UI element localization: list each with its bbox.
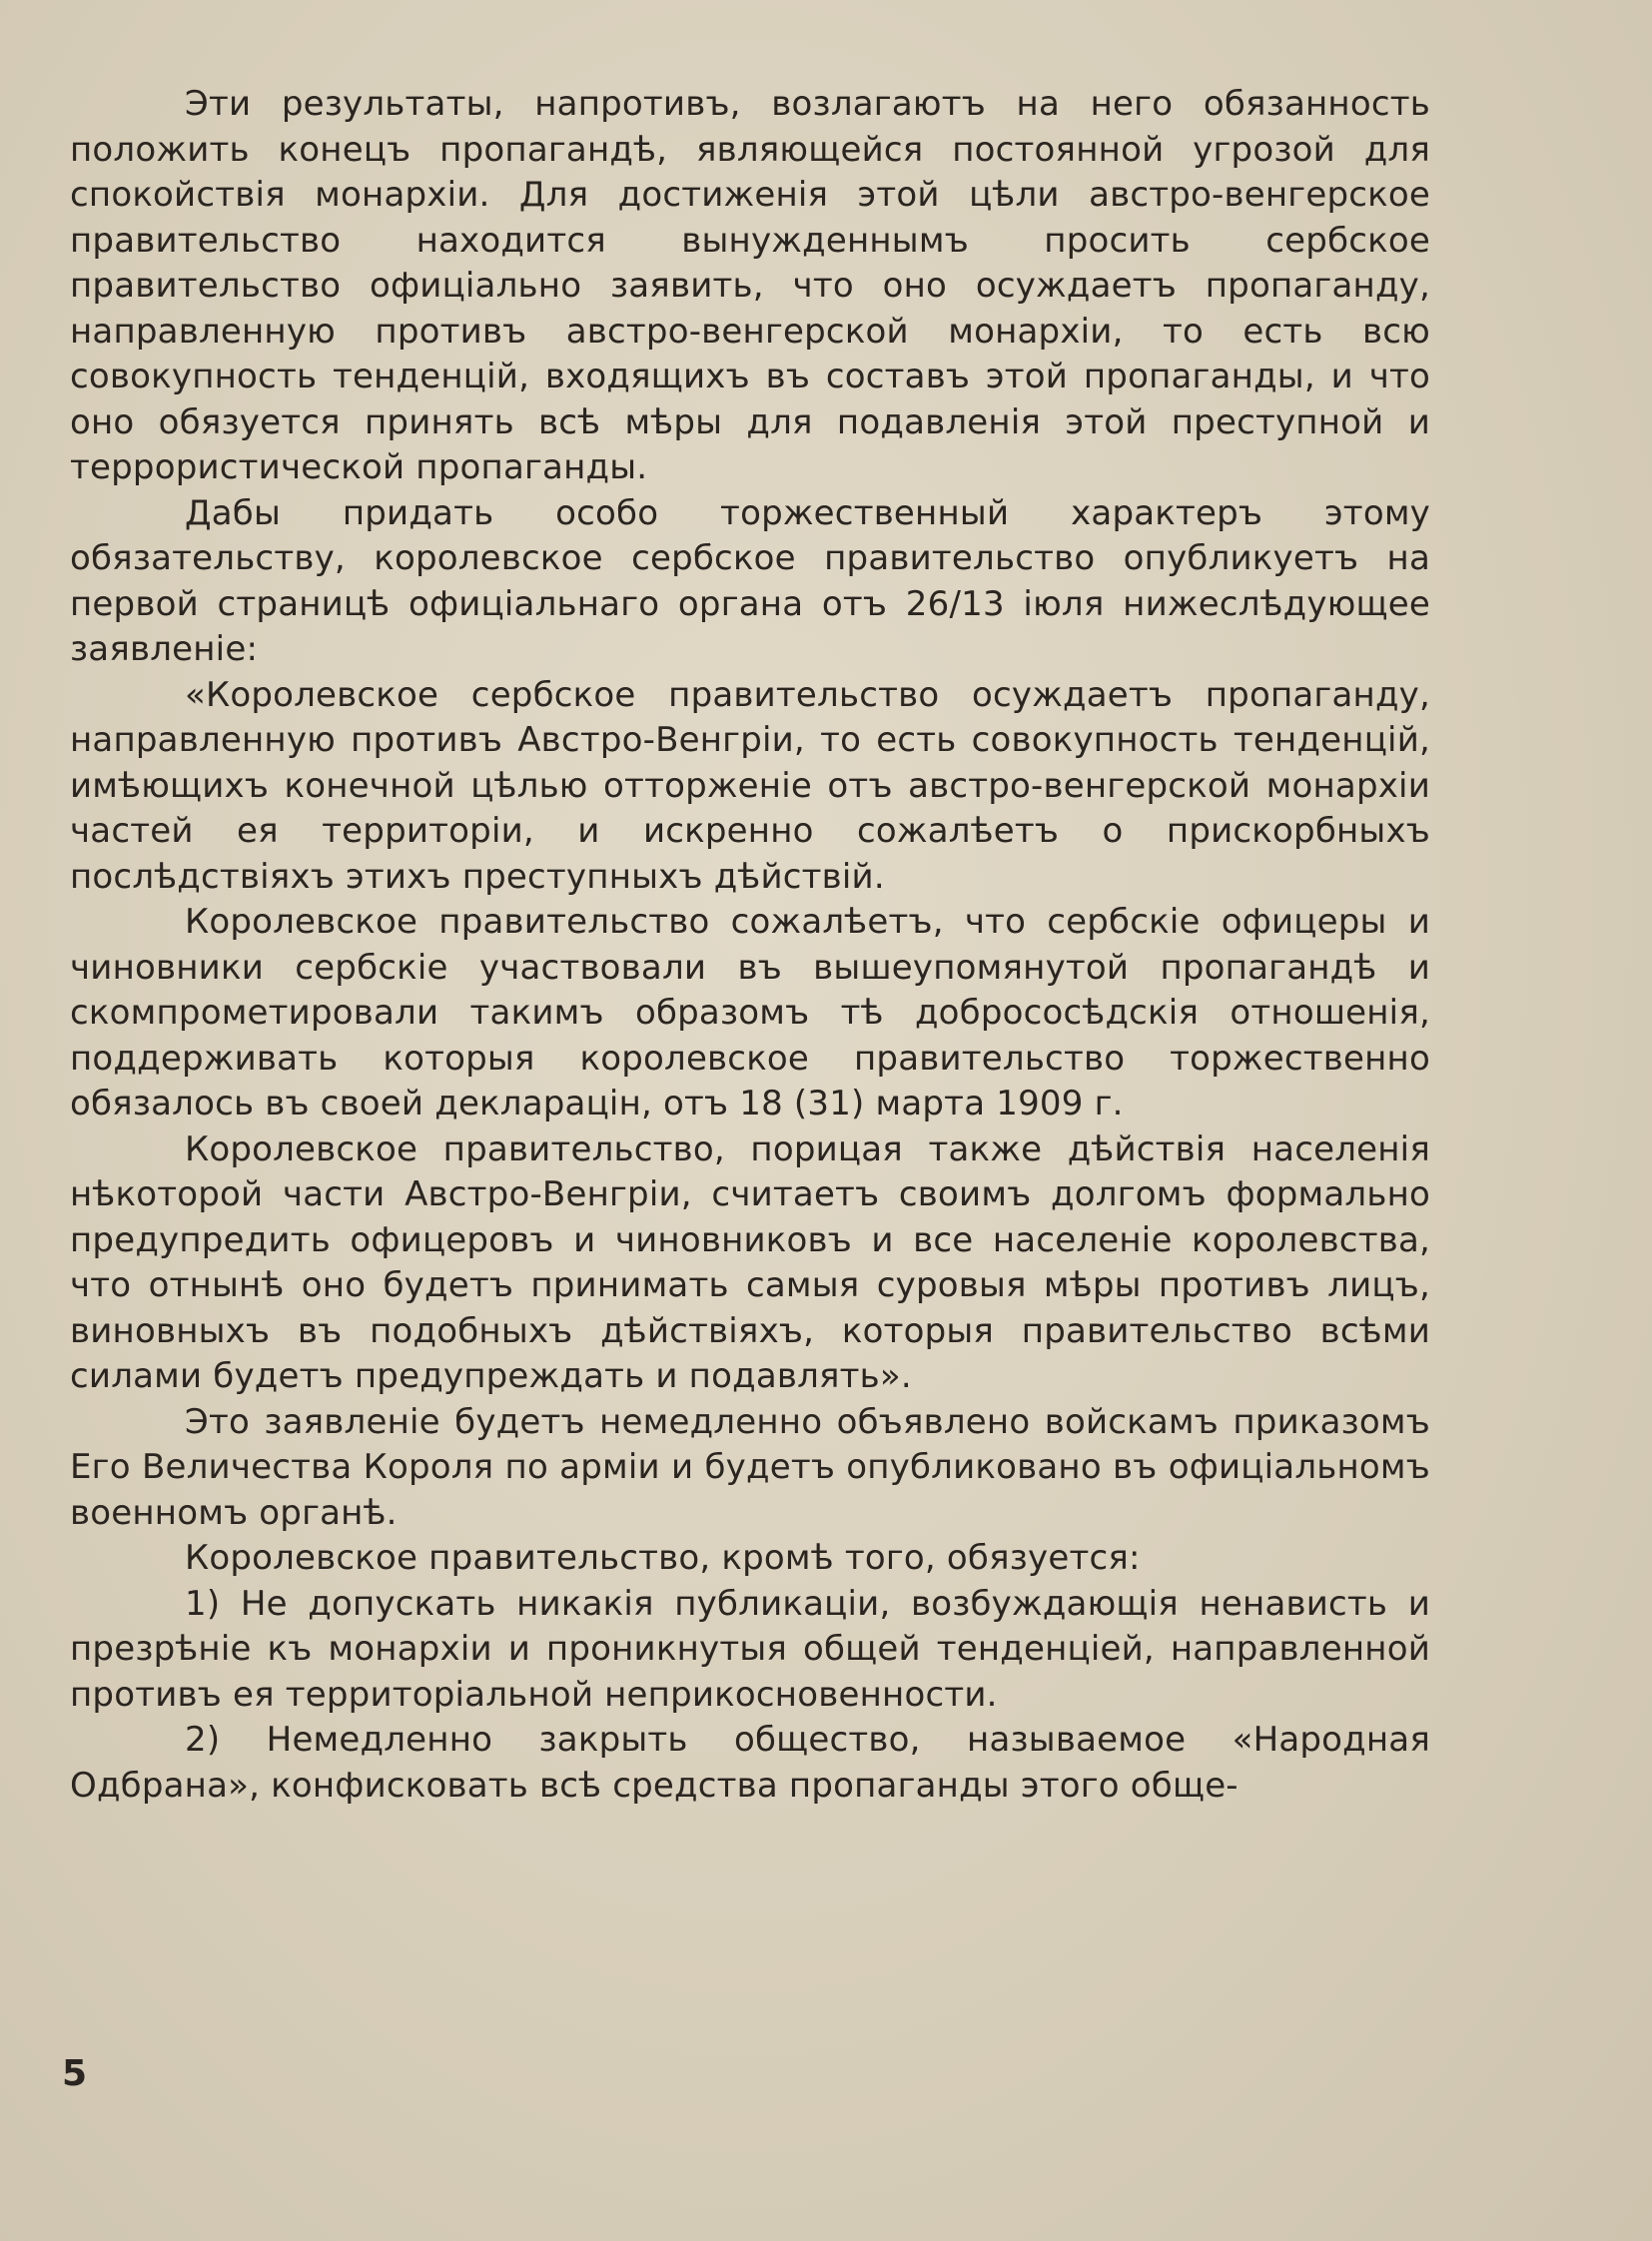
paragraph-5: Королевское правительство, порицая также дѣйствія населенія нѣкоторой части Австро-Венгріи, считаетъ своимъ долгомъ формально предупредить офицеровъ и чиновниковъ и все населеніе королевства, что отнынѣ оно будетъ принимать самыя суровыя мѣры противъ лицъ, виновныхъ въ подобныхъ дѣйствіяхъ, которыя правительство всѣми силами будетъ предупреждать и подавлять». [70, 1128, 1430, 1396]
body-text [70, 82, 1430, 1809]
paragraph-2: Дабы придать особо торжественный характеръ этому обязательству, королевское сербское правительство опубликуетъ на первой страницѣ офиціальнаго органа отъ 26/13 іюля нижеслѣдующее заявленіе: [70, 492, 1430, 669]
paragraph-7: Королевское правительство, кромѣ того, обязуется: [185, 1538, 1141, 1578]
paragraph-4: Королевское правительство сожалѣетъ, что сербскіе офицеры и чиновники сербскіе участвовали въ вышеупомянутой пропагандѣ и скомпрометировали такимъ образомъ тѣ добрососѣдскія отношенія, поддерживать которыя королевское правительство торжественно обязалось въ своей декларацін, отъ 18 (31) марта 1909 г. [70, 902, 1430, 1123]
paragraph-3-quote: «Королевское сербское правительство осуждаетъ пропаганду, направленную противъ Австро-Венгріи, то есть совокупность тенденцій, имѣющихъ конечной цѣлью отторженіе отъ австро-венгерской монархіи частей ея территоріи, и искренно сожалѣетъ о прискорбныхъ послѣдствіяхъ этихъ преступныхъ дѣйствій. [70, 674, 1430, 897]
paragraph-8-item-1: 1) Не допускать никакія публикаціи, возбуждающія ненависть и презрѣніе къ монархіи и проникнутыя общей тенденціей, направленной противъ ея территоріальной неприкосновенности. [70, 1583, 1430, 1715]
paragraph-1: Эти результаты, напротивъ, возлагаютъ на него обязанность положить конецъ пропагандѣ, являющейся постоянной угрозой для спокойствія монархіи. Для достиженія этой цѣли австро-венгерское правительство находится вынужденнымъ просить сербское правительство офиціально заявить, что оно осуждаетъ пропаганду, направленную противъ австро-венгерской монархіи, то есть всю совокупность тенденцій, входящихъ въ составъ этой пропаганды, и что оно обязуется принять всѣ мѣры для подавленія этой преступной и террористической пропаганды. [70, 84, 1430, 487]
page-number: 5 [62, 2053, 88, 2094]
paragraph-9-item-2: 2) Немедленно закрыть общество, называемое «Народная Одбрана», конфисковать всѣ средства пропаганды этого обще- [70, 1720, 1430, 1806]
paragraph-6: Это заявленіе будетъ немедленно объявлено войскамъ приказомъ Его Величества Короля по арміи и будетъ опубликовано въ офиціальномъ военномъ органѣ. [70, 1401, 1430, 1533]
